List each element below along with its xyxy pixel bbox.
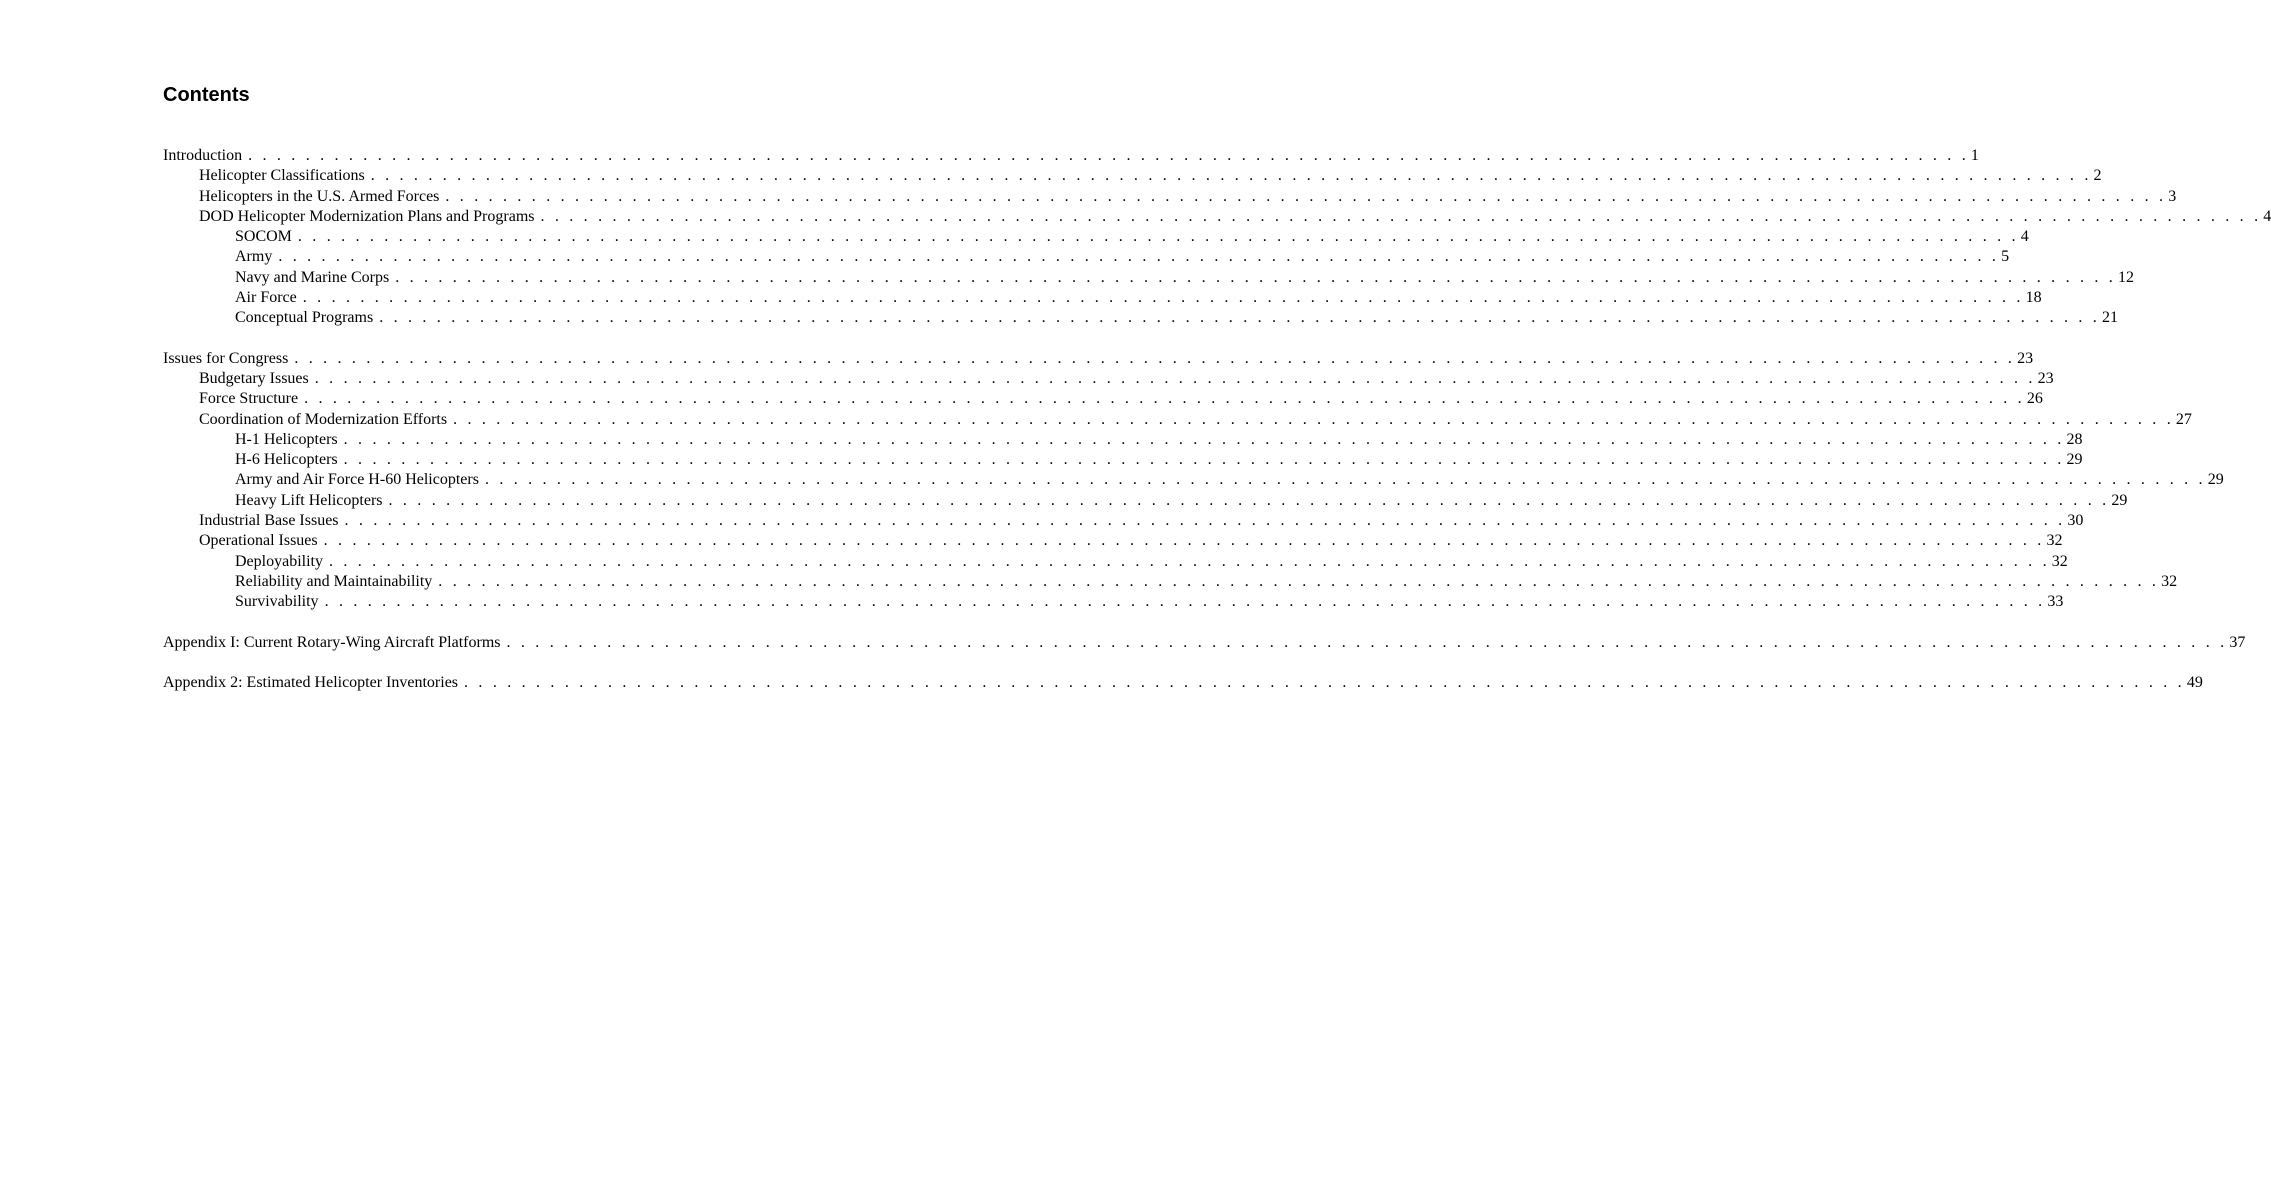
toc-entry-label: SOCOM xyxy=(235,228,292,246)
toc-entry-label: DOD Helicopter Modernization Plans and Programs xyxy=(199,207,535,225)
toc-entry[interactable] xyxy=(163,572,2178,592)
toc-entry[interactable] xyxy=(163,369,2054,389)
toc-dot-leader: . . . . . . . . . . . . . . . . . . . . . . . . . . . . . . . . . . . . . . . . . . . . . . . . . . . . . . . . . . . . . . . . . . . . . . . . . . . . . . . . . . . . . . . . . . . . . . . . . . . . . . . . . . . . . . . . . . . . . . . . xyxy=(438,572,2160,590)
toc-entry[interactable] xyxy=(163,146,1979,166)
toc-entry[interactable] xyxy=(163,592,2064,612)
toc-entry-label: Operational Issues xyxy=(199,532,318,550)
toc-dot-leader: . . . . . . . . . . . . . . . . . . . . . . . . . . . . . . . . . . . . . . . . . . . . . . . . . . . . . . . . . . . . . . . . . . . . . . . . . . . . . . . . . . . . . . . . . . . . . . . . . . . . . . . . . . . . . . . . . . . . . . . . xyxy=(370,167,2092,185)
toc-page-number: 27 xyxy=(2175,410,2192,428)
toc-entry-label: Appendix I: Current Rotary-Wing Aircraft Platforms xyxy=(163,633,501,651)
toc-entry-label: Helicopter Classifications xyxy=(199,167,365,185)
toc-entry[interactable] xyxy=(163,552,2068,572)
toc-dot-leader: . . . . . . . . . . . . . . . . . . . . . . . . . . . . . . . . . . . . . . . . . . . . . . . . . . . . . . . . . . . . . . . . . . . . . . . . . . . . . . . . . . . . . . . . . . . . . . . . . . . . . . . . . . . . . . . . . . . . . . . . xyxy=(484,471,2206,489)
toc-dot-leader: . . . . . . . . . . . . . . . . . . . . . . . . . . . . . . . . . . . . . . . . . . . . . . . . . . . . . . . . . . . . . . . . . . . . . . . . . . . . . . . . . . . . . . . . . . . . . . . . . . . . . . . . . . . . . . . . . . . . . . . . xyxy=(395,268,2116,286)
toc-dot-leader: . . . . . . . . . . . . . . . . . . . . . . . . . . . . . . . . . . . . . . . . . . . . . . . . . . . . . . . . . . . . . . . . . . . . . . . . . . . . . . . . . . . . . . . . . . . . . . . . . . . . . . . . . . . . . . . . . . . . . . . . xyxy=(388,491,2110,509)
toc-dot-leader: . . . . . . . . . . . . . . . . . . . . . . . . . . . . . . . . . . . . . . . . . . . . . . . . . . . . . . . . . . . . . . . . . . . . . . . . . . . . . . . . . . . . . . . . . . . . . . . . . . . . . . . . . . . . . . . . . . . . . . . . xyxy=(343,451,2065,469)
toc-entry-label: Appendix 2: Estimated Helicopter Inventories xyxy=(163,673,459,691)
toc-entry-label: Force Structure xyxy=(199,390,299,408)
toc-page-number: 21 xyxy=(2102,309,2119,327)
toc-entry-label: H-6 Helicopters xyxy=(235,451,338,469)
toc-dot-leader: . . . . . . . . . . . . . . . . . . . . . . . . . . . . . . . . . . . . . . . . . . . . . . . . . . . . . . . . . . . . . . . . . . . . . . . . . . . . . . . . . . . . . . . . . . . . . . . . . . . . . . . . . . . . . . . . . . . . . . . . xyxy=(464,673,2185,691)
toc-entry[interactable] xyxy=(163,227,2029,247)
toc-entry-label: Introduction xyxy=(163,147,243,164)
toc-entry-label: Deployability xyxy=(235,552,323,570)
toc-page-number: 18 xyxy=(2025,289,2042,307)
toc-page-number: 5 xyxy=(2001,248,2010,266)
toc-dot-leader: . . . . . . . . . . . . . . . . . . . . . . . . . . . . . . . . . . . . . . . . . . . . . . . . . . . . . . . . . . . . . . . . . . . . . . . . . . . . . . . . . . . . . . . . . . . . . . . . . . . . . . . . . . . . . . . . . . . . . . . . xyxy=(314,369,2036,387)
toc-page-number: 29 xyxy=(2207,471,2224,489)
toc-entry[interactable] xyxy=(163,430,2083,450)
toc-page-number: 32 xyxy=(2051,552,2068,570)
toc-page-number: 30 xyxy=(2067,512,2084,530)
toc-entry[interactable] xyxy=(163,268,2134,288)
toc-dot-leader: . . . . . . . . . . . . . . . . . . . . . . . . . . . . . . . . . . . . . . . . . . . . . . . . . . . . . . . . . . . . . . . . . . . . . . . . . . . . . . . . . . . . . . . . . . . . . . . . . . . . . . . . . . . . . . . . . . . . . . . . xyxy=(248,147,1969,164)
toc-section xyxy=(163,146,2271,329)
toc-entry-label: Air Force xyxy=(235,289,297,307)
toc-section xyxy=(163,349,2224,613)
toc-entry-label: Survivability xyxy=(235,593,319,611)
toc-page-number: 49 xyxy=(2186,673,2203,691)
toc-dot-leader: . . . . . . . . . . . . . . . . . . . . . . . . . . . . . . . . . . . . . . . . . . . . . . . . . . . . . . . . . . . . . . . . . . . . . . . . . . . . . . . . . . . . . . . . . . . . . . . . . . . . . . . . . . . . . . . . . . . . . . . . xyxy=(323,532,2045,550)
toc-entry[interactable] xyxy=(163,511,2084,531)
toc-entry-label: Issues for Congress xyxy=(163,349,289,367)
toc-dot-leader: . . . . . . . . . . . . . . . . . . . . . . . . . . . . . . . . . . . . . . . . . . . . . . . . . . . . . . . . . . . . . . . . . . . . . . . . . . . . . . . . . . . . . . . . . . . . . . . . . . . . . . . . . . . . . . . . . . . . . . . . xyxy=(343,430,2065,448)
toc-dot-leader: . . . . . . . . . . . . . . . . . . . . . . . . . . . . . . . . . . . . . . . . . . . . . . . . . . . . . . . . . . . . . . . . . . . . . . . . . . . . . . . . . . . . . . . . . . . . . . . . . . . . . . . . . . . . . . . . . . . . . . . . xyxy=(324,593,2046,611)
toc-page-number: 12 xyxy=(2118,268,2134,286)
toc-page-number: 4 xyxy=(2020,228,2029,246)
toc-page-number: 32 xyxy=(2161,572,2178,590)
toc-dot-leader: . . . . . . . . . . . . . . . . . . . . . . . . . . . . . . . . . . . . . . . . . . . . . . . . . . . . . . . . . . . . . . . . . . . . . . . . . . . . . . . . . . . . . . . . . . . . . . . . . . . . . . . . . . . . . . . . . . . . . . . . xyxy=(506,633,2228,651)
toc-section xyxy=(163,633,2246,653)
toc-entry[interactable] xyxy=(163,349,2034,369)
toc-entry-label: H-1 Helicopters xyxy=(235,430,338,448)
toc-page-number: 28 xyxy=(2066,430,2083,448)
toc-page-number: 23 xyxy=(2037,369,2054,387)
toc-dot-leader: . . . . . . . . . . . . . . . . . . . . . . . . . . . . . . . . . . . . . . . . . . . . . . . . . . . . . . . . . . . . . . . . . . . . . . . . . . . . . . . . . . . . . . . . . . . . . . . . . . . . . . . . . . . . . . . . . . . . . . . . xyxy=(278,248,2000,266)
toc-page-number: 29 xyxy=(2066,451,2083,469)
toc-page-number: 2 xyxy=(2093,167,2102,185)
toc-entry[interactable] xyxy=(163,207,2271,227)
toc-dot-leader: . . . . . . . . . . . . . . . . . . . . . . . . . . . . . . . . . . . . . . . . . . . . . . . . . . . . . . . . . . . . . . . . . . . . . . . . . . . . . . . . . . . . . . . . . . . . . . . . . . . . . . . . . . . . . . . . . . . . . . . . xyxy=(297,228,2019,246)
toc-entry[interactable] xyxy=(163,531,2063,551)
toc-dot-leader: . . . . . . . . . . . . . . . . . . . . . . . . . . . . . . . . . . . . . . . . . . . . . . . . . . . . . . . . . . . . . . . . . . . . . . . . . . . . . . . . . . . . . . . . . . . . . . . . . . . . . . . . . . . . . . . . . . . . . . . . xyxy=(294,349,2016,367)
page-title: Contents xyxy=(163,84,250,106)
toc-entry[interactable] xyxy=(163,470,2224,490)
toc-page-number: 1 xyxy=(1970,147,1979,164)
toc-page-number: 32 xyxy=(2046,532,2063,550)
toc-entry-label: Coordination of Modernization Efforts xyxy=(199,410,448,428)
toc-page-number: 23 xyxy=(2017,349,2034,367)
toc-entry-label: Industrial Base Issues xyxy=(199,512,339,530)
toc-entry-label: Navy and Marine Corps xyxy=(235,268,390,286)
table-of-contents xyxy=(163,146,2271,713)
toc-entry[interactable] xyxy=(163,491,2128,511)
toc-page-number: 37 xyxy=(2229,633,2246,651)
toc-section xyxy=(163,673,2203,693)
toc-entry[interactable] xyxy=(163,166,2102,186)
toc-dot-leader: . . . . . . . . . . . . . . . . . . . . . . . . . . . . . . . . . . . . . . . . . . . . . . . . . . . . . . . . . . . . . . . . . . . . . . . . . . . . . . . . . . . . . . . . . . . . . . . . . . . . . . . . . . . . . . . . . . . . . . . . xyxy=(344,512,2066,530)
toc-page-number: 29 xyxy=(2111,491,2128,509)
toc-entry-label: Heavy Lift Helicopters xyxy=(235,491,383,509)
toc-entry-label: Budgetary Issues xyxy=(199,369,309,387)
toc-entry[interactable] xyxy=(163,187,2177,207)
toc-entry[interactable] xyxy=(163,247,2010,267)
toc-page-number: 26 xyxy=(2026,390,2043,408)
toc-entry[interactable] xyxy=(163,633,2246,653)
toc-page-number: 3 xyxy=(2168,187,2177,205)
toc-entry[interactable] xyxy=(163,673,2203,693)
toc-entry-label: Army xyxy=(235,248,273,266)
toc-page-number: 33 xyxy=(2047,593,2064,611)
toc-dot-leader: . . . . . . . . . . . . . . . . . . . . . . . . . . . . . . . . . . . . . . . . . . . . . . . . . . . . . . . . . . . . . . . . . . . . . . . . . . . . . . . . . . . . . . . . . . . . . . . . . . . . . . . . . . . . . . . . . . . . . . . . xyxy=(379,309,2101,327)
toc-dot-leader: . . . . . . . . . . . . . . . . . . . . . . . . . . . . . . . . . . . . . . . . . . . . . . . . . . . . . . . . . . . . . . . . . . . . . . . . . . . . . . . . . . . . . . . . . . . . . . . . . . . . . . . . . . . . . . . . . . . . . . . . xyxy=(540,207,2262,225)
toc-entry-label: Reliability and Maintainability xyxy=(235,572,433,590)
toc-entry-label: Conceptual Programs xyxy=(235,309,374,327)
toc-entry[interactable] xyxy=(163,308,2119,328)
toc-dot-leader: . . . . . . . . . . . . . . . . . . . . . . . . . . . . . . . . . . . . . . . . . . . . . . . . . . . . . . . . . . . . . . . . . . . . . . . . . . . . . . . . . . . . . . . . . . . . . . . . . . . . . . . . . . . . . . . . . . . . . . . . xyxy=(453,410,2174,428)
toc-page-number: 4 xyxy=(2263,207,2271,225)
toc-entry[interactable] xyxy=(163,410,2192,430)
toc-entry-label: Helicopters in the U.S. Armed Forces xyxy=(199,187,440,205)
toc-dot-leader: . . . . . . . . . . . . . . . . . . . . . . . . . . . . . . . . . . . . . . . . . . . . . . . . . . . . . . . . . . . . . . . . . . . . . . . . . . . . . . . . . . . . . . . . . . . . . . . . . . . . . . . . . . . . . . . . . . . . . . . . xyxy=(302,289,2024,307)
toc-dot-leader: . . . . . . . . . . . . . . . . . . . . . . . . . . . . . . . . . . . . . . . . . . . . . . . . . . . . . . . . . . . . . . . . . . . . . . . . . . . . . . . . . . . . . . . . . . . . . . . . . . . . . . . . . . . . . . . . . . . . . . . . xyxy=(445,187,2167,205)
toc-entry-label: Army and Air Force H-60 Helicopters xyxy=(235,471,479,489)
toc-entry[interactable] xyxy=(163,288,2042,308)
toc-dot-leader: . . . . . . . . . . . . . . . . . . . . . . . . . . . . . . . . . . . . . . . . . . . . . . . . . . . . . . . . . . . . . . . . . . . . . . . . . . . . . . . . . . . . . . . . . . . . . . . . . . . . . . . . . . . . . . . . . . . . . . . . xyxy=(304,390,2025,408)
toc-dot-leader: . . . . . . . . . . . . . . . . . . . . . . . . . . . . . . . . . . . . . . . . . . . . . . . . . . . . . . . . . . . . . . . . . . . . . . . . . . . . . . . . . . . . . . . . . . . . . . . . . . . . . . . . . . . . . . . . . . . . . . . . xyxy=(328,552,2050,570)
toc-entry[interactable] xyxy=(163,389,2043,409)
toc-entry[interactable] xyxy=(163,450,2083,470)
